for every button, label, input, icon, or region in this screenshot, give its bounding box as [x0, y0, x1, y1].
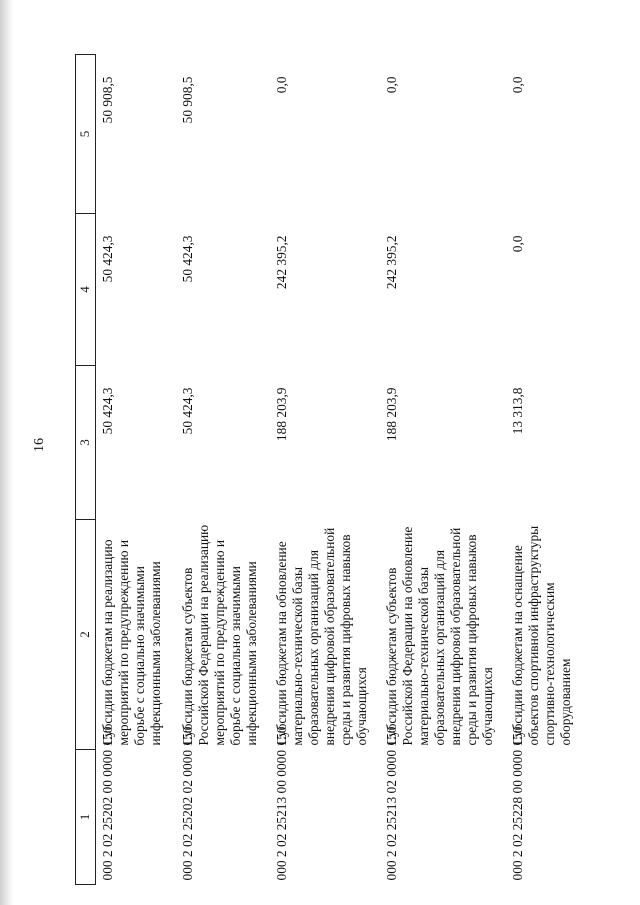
- table-row: [270, 55, 380, 885]
- header-col-3: 3: [76, 366, 96, 520]
- row-description: Субсидии бюджетам на оснащение объектов спортивной инфраструктуры спортивно-технологическим оборудованием: [510, 525, 573, 746]
- value-col-5: 0,0: [384, 76, 399, 94]
- budget-code: 000 2 02 25202 02 0000 150: [180, 726, 195, 881]
- header-col-4: 4: [76, 214, 96, 366]
- rotated-page: [75, 55, 573, 885]
- row-description: Субсидии бюджетам на обновление материально-технической базы образовательных организаций для внедрения цифровой образовательной среды и развития цифровых навыков обучающихся: [274, 527, 369, 746]
- value-col-5: 50 908,5: [100, 76, 115, 124]
- value-col-4: 50 424,3: [100, 235, 115, 283]
- row-description: Субсидии бюджетам на реализацию мероприятий по предупреждению и борьбе с социально значимыми инфекционными заболеваниями: [100, 539, 163, 746]
- value-col-4: 50 424,3: [180, 235, 195, 283]
- table-row: [506, 55, 584, 885]
- value-col-5: 50 908,5: [180, 76, 195, 124]
- value-col-3: 50 424,3: [100, 387, 115, 435]
- value-col-4: 242 395,2: [274, 235, 289, 290]
- value-col-3: 13 313,8: [510, 387, 525, 435]
- value-col-3: 50 424,3: [180, 387, 195, 435]
- value-col-3: 188 203,9: [384, 387, 399, 442]
- header-col-5: 5: [76, 55, 96, 214]
- table-row: [96, 55, 177, 885]
- header-col-1: 1: [76, 750, 96, 885]
- value-col-4: 0,0: [510, 235, 525, 253]
- value-col-4: 242 395,2: [384, 235, 399, 290]
- value-col-3: 188 203,9: [274, 387, 289, 442]
- budget-table: [75, 54, 584, 885]
- header-row: [76, 55, 96, 885]
- table-row: [176, 55, 270, 885]
- scan-edge-shadow: [0, 0, 14, 905]
- value-col-5: 0,0: [274, 76, 289, 94]
- row-description: Субсидии бюджетам субъектов Российской Федерации на обновление материально-технической базы образовательных организаций для внедрения цифровой образовательной среды и развития цифровых навыков обучающихся: [384, 526, 495, 746]
- budget-code: 000 2 02 25202 00 0000 150: [100, 726, 115, 881]
- budget-code: 000 2 02 25213 02 0000 150: [384, 726, 399, 881]
- page-number: 16: [32, 438, 47, 452]
- budget-code: 000 2 02 25228 00 0000 150: [510, 726, 525, 881]
- value-col-5: 0,0: [510, 76, 525, 94]
- row-description: Субсидии бюджетам субъектов Российской Федерации на реализацию мероприятий по предупреждению и борьбе с социально значимыми инфекционными заболеваниями: [180, 524, 259, 746]
- header-col-2: 2: [76, 520, 96, 750]
- budget-code: 000 2 02 25213 00 0000 150: [274, 726, 289, 881]
- table-row: [380, 55, 506, 885]
